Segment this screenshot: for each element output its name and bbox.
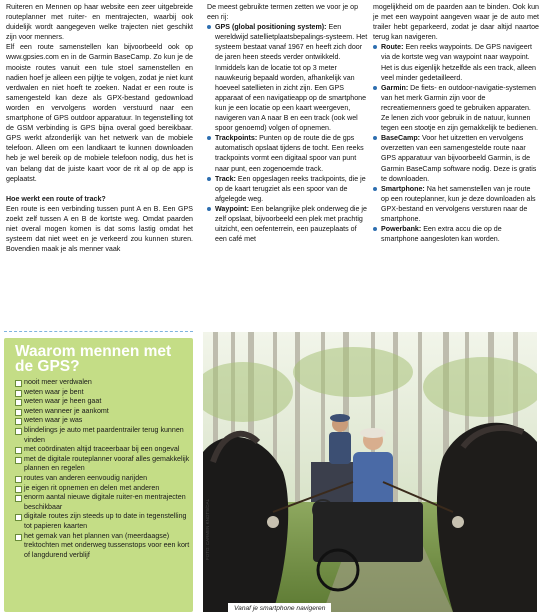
- col3-term-text: Een reeks waypoints. De GPS navigeert via de kortste weg van waypoint naar waypoint. Het is dus eigenlijk hetzelfde als een track, alleen veel minder gedetailleerd.: [381, 43, 536, 82]
- col3-term-text: Voor het uitzetten en vervolgens overzetten van een samengestelde route naar GPS apparatuur van bijvoorbeeld Garmin, is de Garmin BaseCamp software nodig. Deze is gratis te downloaden.: [381, 134, 537, 183]
- col3-term-text: De fiets- en outdoor-navigatie-systemen van het merk Garmin zijn voor de recreatiemenners goed te gebruiken apparaten. Ze lenen zich voor gebruik in de natuur, kunnen tegen een stootje en zijn gemakkelijk te bedienen.: [381, 83, 538, 133]
- photo-caption: Vanaf je smartphone navigeren: [228, 603, 331, 614]
- col2-term-label: Track:: [215, 174, 236, 183]
- col2-term-item: [207, 22, 370, 133]
- why-gps-box: [4, 338, 193, 612]
- column-1: [6, 2, 193, 254]
- col2-term-text: Een opgeslagen reeks trackpoints, die je op de kaart terugziet als een spoor van de afgelegde weg.: [215, 174, 366, 203]
- col2-term-text: Een belangrijke plek onderweg die je zelf opslaat, bijvoorbeeld een plek met prachtig uitzicht, een oefenterrein, een pauzeplaats of een café met: [215, 204, 367, 244]
- column-2: [207, 2, 370, 244]
- box-list-item: weten waar je heen gaat: [14, 397, 190, 407]
- col3-term-item: [373, 133, 539, 183]
- col2-term-list: [207, 22, 370, 244]
- col1-paragraph-2: Elf een route samenstellen kan bijvoorbeeld ook op www.gpsies.com en in de Garmin BaseCamp. Zo kun je de mooiste routes vanuit een tule stoel samenstellen en nadien hoef je alleen een pijltje te volgen, zodat je niet kunt verdwalen en niet hoeft te zoeken. Nadat er een route is samengesteld kan deze als GPX-bestand gedownload worden en vervolgens worden verstuurd naar een smartphone of GPS outdoor apparatuur. In tegenstelling tot de GSM verbinding is GPS bijna overal goed bereikbaar. GPS werkt afzonderlijk van het netwerk van de mobiele telefoon. Alleen om een landkaart te kunnen downloaden heb je wel bereik op de mobiele telefoon nodig, dus het is van belang dat de juiste kaart voor de rit al op de app is geplaatst.: [6, 43, 193, 183]
- col3-term-label: Route:: [381, 43, 404, 52]
- col2-term-label: GPS (global positioning system):: [215, 23, 327, 32]
- box-list-item: weten wanneer je aankomt: [14, 407, 190, 417]
- col3-intro: mogelijkheid om de paarden aan te binden. Ook kun je met een waypoint aangeven waar je de auto met trailer hebt geparkeerd, zodat je daar altijd naartoe terug kan navigeren.: [373, 3, 539, 42]
- dashed-divider: [4, 331, 193, 332]
- col2-intro: De meest gebruikte termen zetten we voor je op een rij:: [207, 3, 359, 22]
- box-list-item: met coördinaten altijd traceerbaar bij een ongeval: [14, 445, 190, 455]
- box-list-item: routes van anderen eenvoudig narijden: [14, 474, 190, 484]
- box-title: Waarom mennen met de GPS?: [15, 343, 172, 375]
- col3-term-label: Smartphone:: [381, 184, 425, 193]
- box-list-item: nooit meer verdwalen: [14, 378, 190, 388]
- col2-term-label: Waypoint:: [215, 204, 250, 213]
- col3-term-item: [373, 184, 539, 224]
- box-bullet-list: [14, 378, 190, 560]
- col3-term-text: Na het samenstellen van je route op een routeplanner, kun je deze downloaden als GPX-bestand en vervolgens versturen naar de smartphone.: [381, 184, 536, 223]
- photo-credit: FOTO: CARMEN KNOTS/DAL: [205, 498, 210, 560]
- col2-term-item: [207, 174, 370, 204]
- column-3: [373, 2, 539, 244]
- col2-term-text: Een wereldwijd satellietplaatsbepalings-systeem. Het systeem bestaat vanaf 1967 en heeft zich door de jaren heen steeds verder ontwikkeld. Inmiddels kan de locatie tot op 3 meter nauwkeurig bepaald worden, afhankelijk van hoeveel satellieten in zicht zijn. Een GPS apparaat of een navigatieapp op de smartphone kun je een locatie op een kaart weergeven, navigeren van A naar B en een track (ook wel spoor genoemd) volgen of opnemen.: [215, 23, 368, 133]
- box-list-item: blindelings je auto met paardentrailer terug kunnen vinden: [14, 426, 190, 445]
- box-list-item: je eigen rit opnemen en delen met anderen: [14, 484, 190, 494]
- box-list-item: digitale routes zijn steeds up to date in tegenstelling tot papieren kaarten: [14, 512, 190, 531]
- col3-term-item: [373, 83, 539, 133]
- col3-term-label: Powerbank:: [381, 225, 422, 234]
- col2-term-item: [207, 204, 370, 244]
- col3-term-label: BaseCamp:: [381, 134, 421, 143]
- col2-term-item: [207, 133, 370, 173]
- box-list-item: weten waar je was: [14, 416, 190, 426]
- box-list-item: enorm aantal nieuwe digitale ruiter-en mentrajecten beschikbaar: [14, 493, 190, 512]
- col1-paragraph-3: Een route is een verbinding tussen punt A en B. Een GPS zoekt zelf tussen A en B de kortste weg. Omdat paarden niet overal mogen komen is dat soms lastig omdat het systeem dat niet weet en je verkeerd zou kunnen sturen. Bovendien maak je als menner vaak: [6, 204, 193, 254]
- box-list-item: het gemak van het plannen van (meerdaagse) trektochten met onderweg tussenstops voor een kort of langdurend verblijf: [14, 532, 190, 561]
- col3-term-label: Garmin:: [381, 83, 409, 92]
- col3-term-item: [373, 224, 539, 244]
- col2-term-text: Punten op de route die de gps automatisch opslaat tijdens de tocht. Een reeks trackpoints vormt een digitaal spoor van punt naar punt, een zogenoemde track.: [215, 134, 364, 173]
- col1-intro-paragraph: Ruiteren en Mennen op haar website een zeer uitgebreide routeplanner met ruiter- en mentrajecten, waarbij ook duidelijk wordt aangegeven welke trajecten niet geschikt zijn voor menners.: [6, 3, 193, 42]
- col1-subheading: Hoe werkt een route of track?: [6, 194, 106, 203]
- forest-carriage-illustration: [203, 332, 537, 612]
- col3-term-item: [373, 42, 539, 82]
- col3-term-text: Een extra accu die op de smartphone aangesloten kan worden.: [381, 225, 502, 244]
- box-list-item: met de digitale routeplanner vooraf alles gemakkelijk plannen en regelen: [14, 455, 190, 474]
- box-list-item: weten waar je bent: [14, 388, 190, 398]
- col3-term-list: [373, 42, 539, 244]
- carriage-photo: [203, 332, 537, 612]
- col2-term-label: Trackpoints:: [215, 134, 258, 143]
